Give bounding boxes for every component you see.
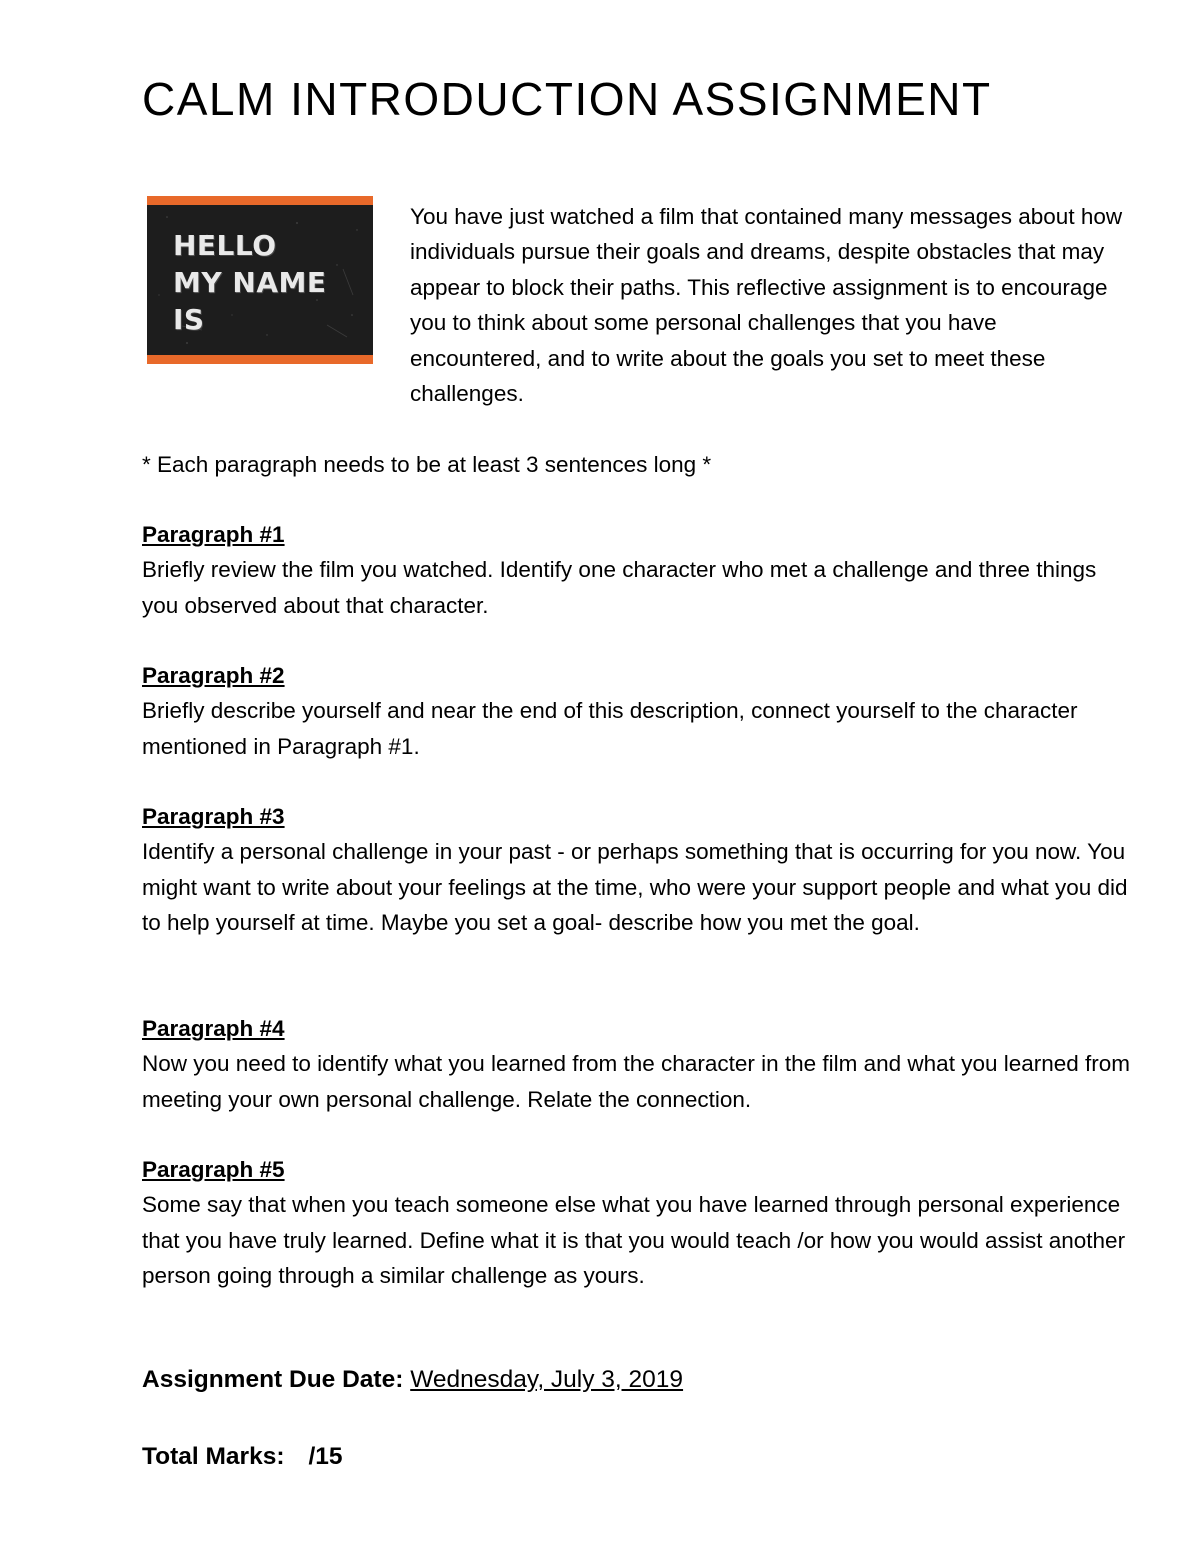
paragraph-1-instructions: Briefly review the film you watched. Identify one character who met a challenge and three things you observed about that character.: [142, 557, 1097, 618]
paragraph-2-heading: Paragraph #2: [142, 663, 285, 688]
due-date-label: Assignment Due Date:: [142, 1366, 404, 1393]
paragraph-4-section: [142, 1011, 1132, 1117]
paragraph-3-heading: Paragraph #3: [142, 804, 285, 829]
paragraph-2-section: [142, 658, 1132, 764]
hello-my-name-is-image: [147, 196, 373, 364]
due-date-line: [142, 1366, 683, 1394]
paragraph-3-instructions: Identify a personal challenge in your past - or perhaps something that is occurring for you now. You might want to write about your feelings at the time, who were your support people and what you did to help yourself at time. Maybe you set a goal- describe how you met the goal.: [142, 839, 1128, 935]
total-marks-value: /15: [308, 1443, 343, 1470]
paragraph-1-heading: Paragraph #1: [142, 522, 285, 547]
paragraph-1-section: [142, 517, 1132, 623]
total-marks-line: [142, 1443, 343, 1471]
paragraph-4-instructions: Now you need to identify what you learned from the character in the film and what you learned from meeting your own personal challenge. Relate the connection.: [142, 1051, 1131, 1112]
page-title: CALM INTRODUCTION ASSIGNMENT: [142, 73, 992, 125]
paragraph-4-heading: Paragraph #4: [142, 1016, 285, 1041]
paragraph-3-section: [142, 799, 1132, 940]
paragraph-5-section: [142, 1152, 1132, 1293]
intro-paragraph: You have just watched a film that contained many messages about how individuals pursue their goals and dreams, despite obstacles that may appear to block their paths. This reflective assignment is to encourage you to think about some personal challenges that you have encountered, and to write about the goals you set to meet these challenges.: [410, 204, 1123, 407]
hello-my-name-is-text: HELLO MY NAME IS: [173, 229, 327, 336]
length-requirement-note: * Each paragraph needs to be at least 3 sentences long *: [142, 452, 712, 477]
due-date-value: Wednesday, July 3, 2019: [410, 1366, 684, 1393]
paragraph-5-heading: Paragraph #5: [142, 1157, 285, 1182]
total-marks-label: Total Marks:: [142, 1443, 285, 1470]
paragraph-2-instructions: Briefly describe yourself and near the end of this description, connect yourself to the character mentioned in Paragraph #1.: [142, 698, 1078, 759]
paragraph-5-instructions: Some say that when you teach someone else what you have learned through personal experience that you have truly learned. Define what it is that you would teach /or how you would assist another person going through a similar challenge as yours.: [142, 1192, 1126, 1288]
